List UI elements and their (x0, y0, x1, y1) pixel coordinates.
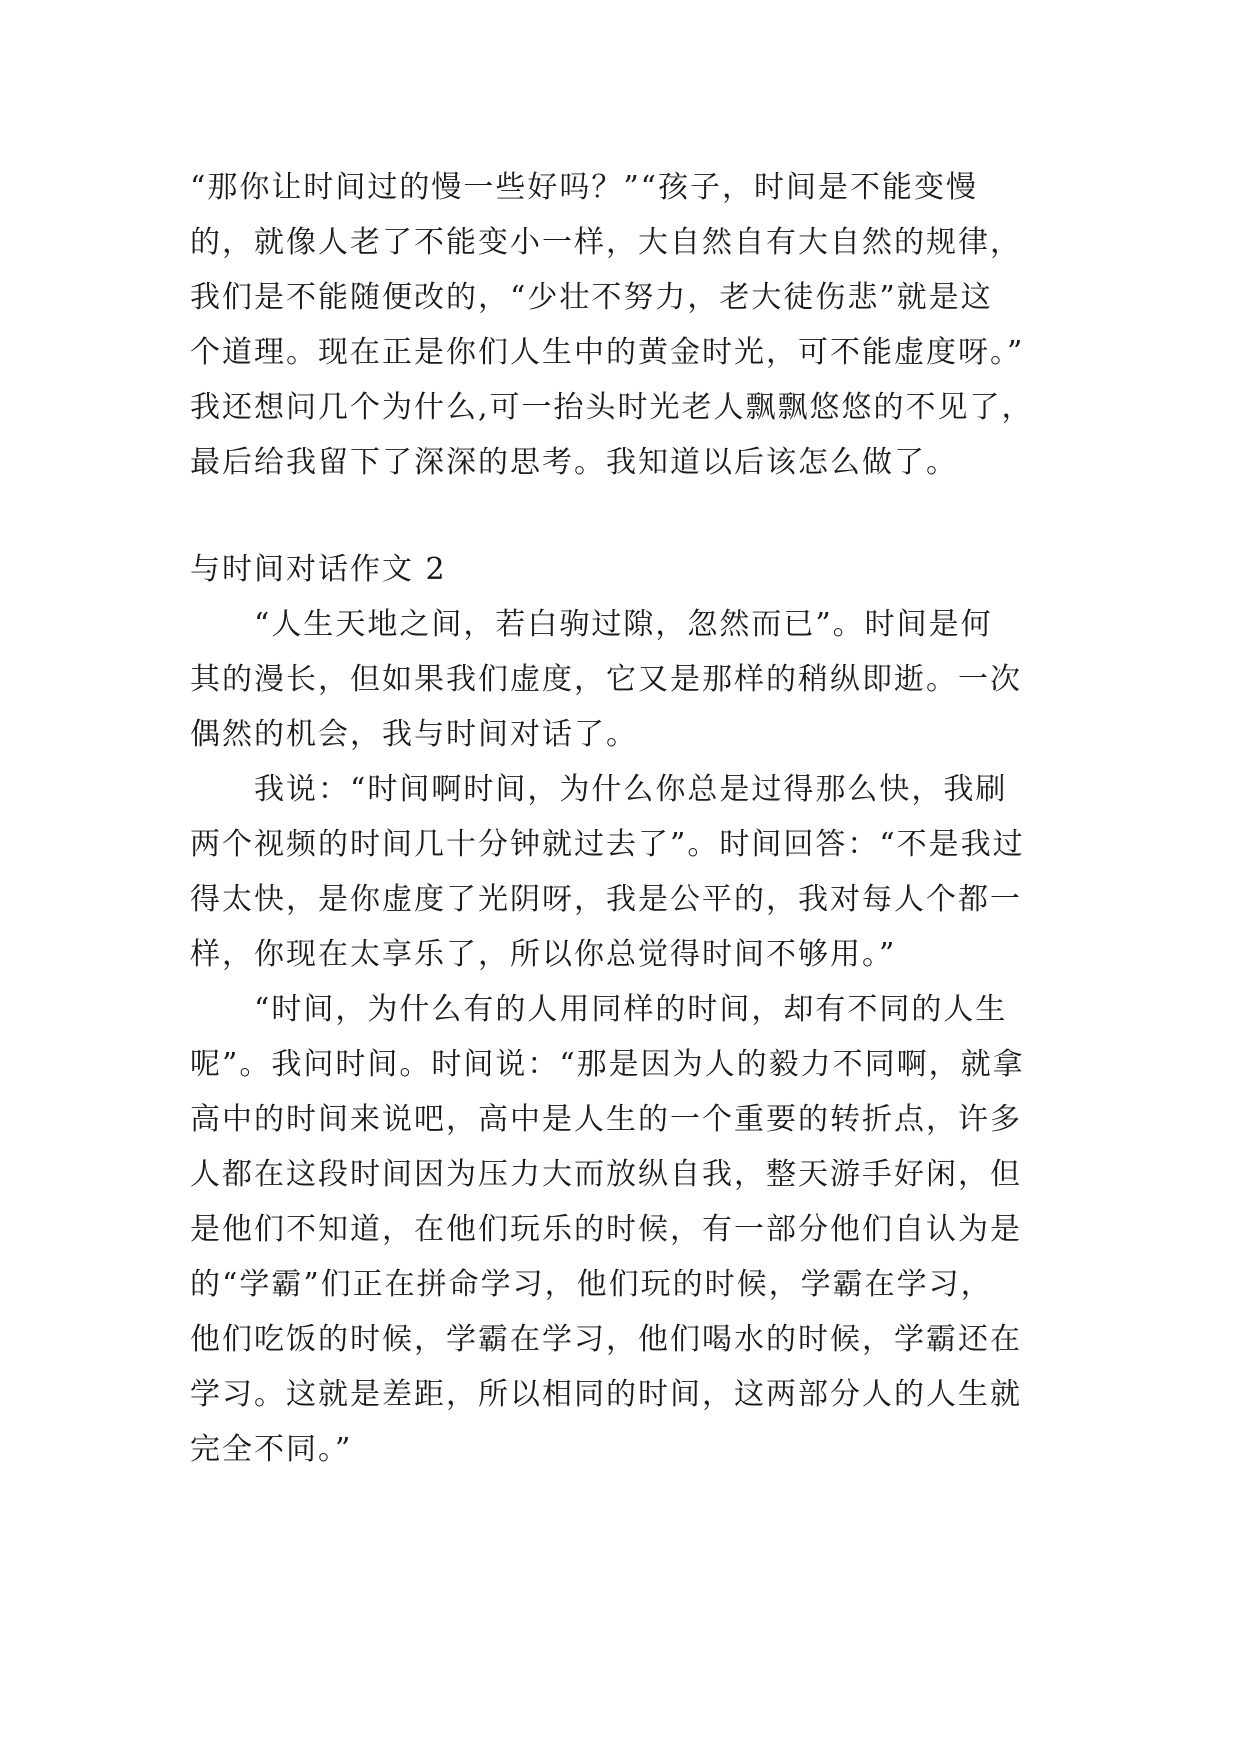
text-line: 个道理。现在正是你们人生中的黄金时光，可不能虚度呀。” (190, 335, 1025, 370)
text-line: 其的漫长，但如果我们虚度，它又是那样的稍纵即逝。一次 (190, 662, 1022, 697)
text-line: “人生天地之间，若白驹过隙，忽然而已”。时间是何 (254, 607, 993, 642)
text-line: 的，就像人老了不能变小一样，大自然自有大自然的规律， (190, 225, 1022, 260)
text-line: 偶然的机会，我与时间对话了。 (190, 717, 638, 752)
text-line: 我还想问几个为什么,可一抬头时光老人飘飘悠悠的不见了， (190, 390, 1034, 425)
section-1 (190, 160, 1055, 490)
paragraph-1 (190, 597, 1055, 762)
section-heading: 与时间对话作文 2 (190, 552, 447, 587)
text-line: 两个视频的时间几十分钟就过去了”。时间回答：“不是我过 (190, 827, 1025, 862)
text-line: 我们是不能随便改的，“少壮不努力，老大徒伤悲”就是这 (190, 280, 993, 315)
text-line: 学习。这就是差距，所以相同的时间，这两部分人的人生就 (190, 1377, 1022, 1412)
text-line: 样，你现在太享乐了，所以你总觉得时间不够用。” (190, 937, 897, 972)
paragraph-2 (190, 762, 1055, 982)
text-line: 的“学霸”们正在拼命学习，他们玩的时候，学霸在学习， (190, 1267, 993, 1302)
text-line: 得太快，是你虚度了光阴呀，我是公平的，我对每人个都一 (190, 882, 1022, 917)
paragraph-3 (190, 982, 1055, 1477)
text-line: “那你让时间过的慢一些好吗？”“孩子，时间是不能变慢 (190, 170, 979, 205)
text-line: 最后给我留下了深深的思考。我知道以后该怎么做了。 (190, 445, 958, 480)
text-line: 完全不同。” (190, 1432, 353, 1467)
text-line: 我说：“时间啊时间，为什么你总是过得那么快，我刷 (254, 772, 1008, 807)
document-page (190, 160, 1055, 1477)
text-line: 呢”。我问时间。时间说：“那是因为人的毅力不同啊，就拿 (190, 1047, 1025, 1082)
text-line: 他们吃饭的时候，学霸在学习，他们喝水的时候，学霸还在 (190, 1322, 1022, 1357)
text-line: “时间，为什么有的人用同样的时间，却有不同的人生 (254, 992, 1008, 1027)
text-line: 是他们不知道，在他们玩乐的时候，有一部分他们自认为是 (190, 1212, 1022, 1247)
text-line: 高中的时间来说吧，高中是人生的一个重要的转折点，许多 (190, 1102, 1022, 1137)
text-line: 人都在这段时间因为压力大而放纵自我，整天游手好闲，但 (190, 1157, 1022, 1192)
